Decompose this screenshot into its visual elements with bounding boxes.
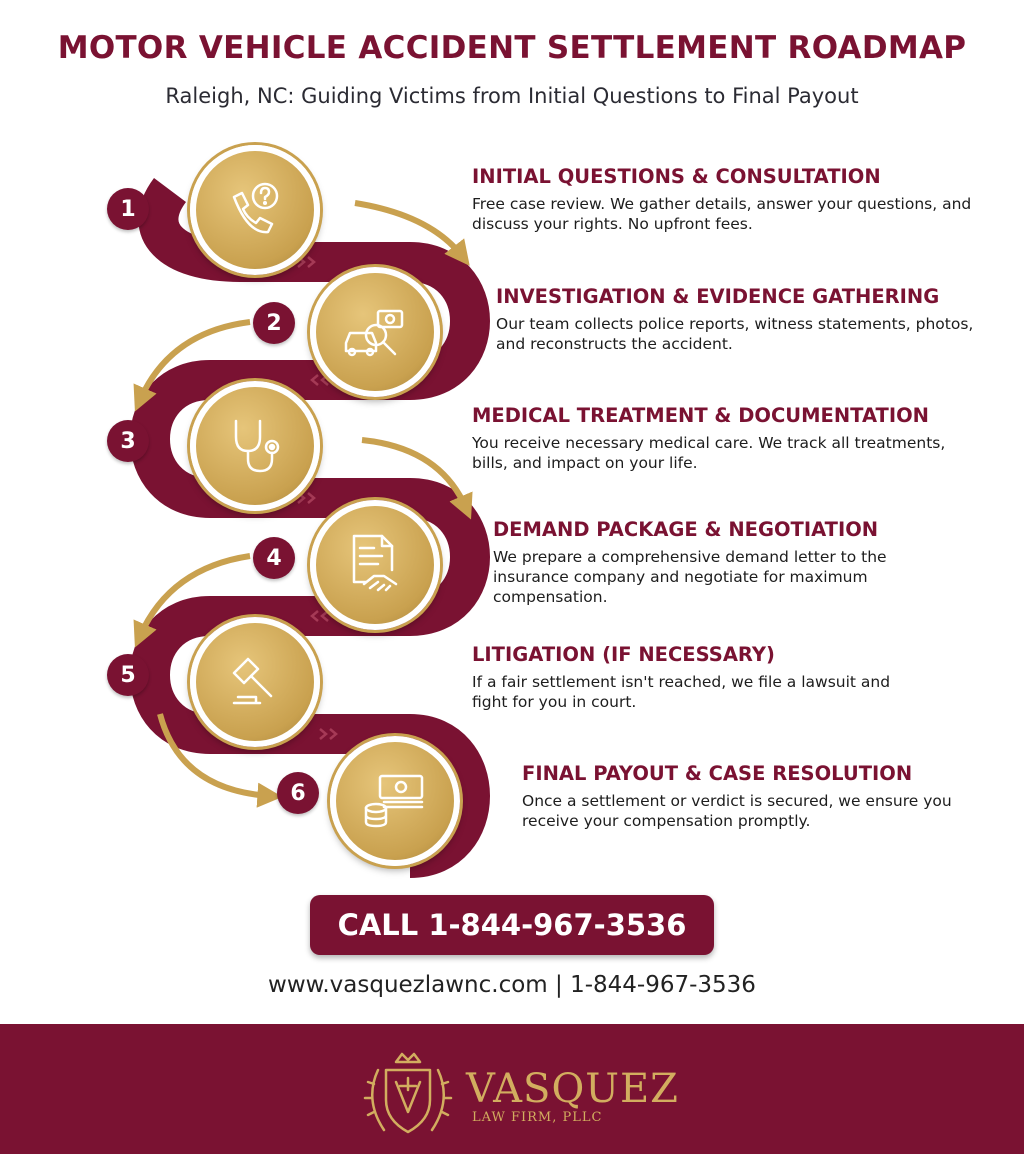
brand-subtitle: LAW FIRM, PLLC bbox=[472, 1110, 603, 1125]
car-magnifier-icon bbox=[340, 297, 410, 367]
step-medal-6 bbox=[330, 736, 460, 866]
step-description: Once a settlement or verdict is secured, we ensure you receive your compensation promptly. bbox=[522, 792, 952, 830]
phone-question-icon bbox=[220, 175, 290, 245]
money-coins-icon bbox=[360, 766, 430, 836]
step-description: Our team collects police reports, witness statements, photos, and reconstructs the accident. bbox=[496, 315, 974, 353]
step-medal-2 bbox=[310, 267, 440, 397]
step-medal-3 bbox=[190, 381, 320, 511]
step-title: DEMAND PACKAGE & NEGOTIATION bbox=[493, 518, 879, 541]
document-handshake-icon bbox=[340, 530, 410, 600]
call-button[interactable]: CALL 1-844-967-3536 bbox=[310, 895, 714, 955]
step-description: You receive necessary medical care. We track all treatments, bills, and impact on your life. bbox=[472, 434, 946, 472]
step-number-1: 1 bbox=[107, 188, 149, 230]
page-title: MOTOR VEHICLE ACCIDENT SETTLEMENT ROADMAP bbox=[57, 30, 967, 66]
law-firm-crest-icon bbox=[356, 1040, 460, 1144]
step-1-text bbox=[472, 165, 972, 234]
step-3-text bbox=[472, 404, 972, 473]
step-number-3: 3 bbox=[107, 420, 149, 462]
step-title: LITIGATION (IF NECESSARY) bbox=[472, 643, 775, 666]
brand-name: VASQUEZ bbox=[466, 1066, 679, 1112]
step-medal-5 bbox=[190, 617, 320, 747]
step-description: If a fair settlement isn't reached, we file a lawsuit and fight for you in court. bbox=[472, 673, 891, 711]
step-title: INITIAL QUESTIONS & CONSULTATION bbox=[472, 165, 881, 188]
gavel-icon bbox=[220, 647, 290, 717]
step-medal-4 bbox=[310, 500, 440, 630]
step-title: MEDICAL TREATMENT & DOCUMENTATION bbox=[472, 404, 930, 427]
step-6-text bbox=[522, 762, 972, 831]
step-title: FINAL PAYOUT & CASE RESOLUTION bbox=[522, 762, 913, 785]
stethoscope-icon bbox=[220, 411, 290, 481]
step-number-6: 6 bbox=[277, 772, 319, 814]
step-title: INVESTIGATION & EVIDENCE GATHERING bbox=[496, 285, 940, 308]
step-5-text bbox=[472, 643, 912, 712]
step-number-2: 2 bbox=[253, 302, 295, 344]
step-medal-1 bbox=[190, 145, 320, 275]
step-number-4: 4 bbox=[253, 537, 295, 579]
step-4-text bbox=[493, 518, 963, 607]
page-subtitle: Raleigh, NC: Guiding Victims from Initial Questions to Final Payout bbox=[165, 84, 859, 108]
step-number-5: 5 bbox=[107, 654, 149, 696]
contact-line: www.vasquezlawnc.com | 1-844-967-3536 bbox=[268, 972, 756, 998]
step-2-text bbox=[496, 285, 996, 354]
step-description: We prepare a comprehensive demand letter to the insurance company and negotiate for maximum compensation. bbox=[493, 548, 887, 606]
step-description: Free case review. We gather details, answer your questions, and discuss your rights. No upfront fees. bbox=[472, 195, 972, 233]
